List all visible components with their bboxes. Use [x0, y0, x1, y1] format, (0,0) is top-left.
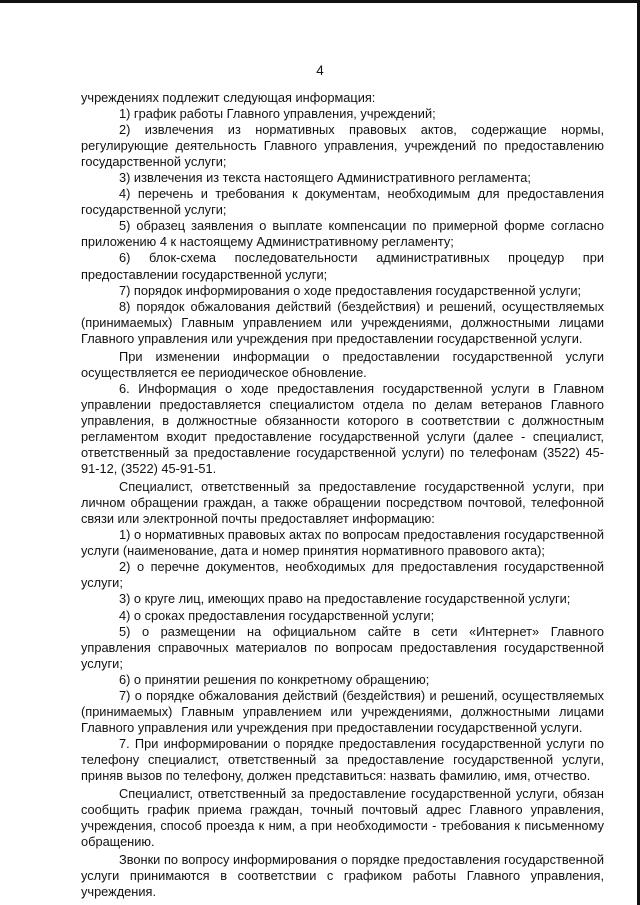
list-item: 6) блок-схема последовательности административных процедур при предоставлении государственной услуги; [81, 250, 604, 282]
list-item: 2) извлечения из нормативных правовых актов, содержащие нормы, регулирующие деятельность Главного управления, учреждений по предоставлению государственной услуги; [81, 122, 604, 170]
list-item: 5) образец заявления о выплате компенсации по примерной форме согласно приложению 4 к настоящему Административному регламенту; [81, 218, 604, 250]
list-item: 6) о принятии решения по конкретному обращению; [119, 671, 430, 687]
paragraph: Специалист, ответственный за предоставление государственной услуги, обязан сообщить график приема граждан, точный почтовый адрес Главного управления, учреждения, способ проезда к ним, а при необходимости - требования к письменному обращению. [81, 786, 604, 850]
paragraph: учреждениях подлежит следующая информация: [81, 90, 376, 105]
list-item: 3) о круге лиц, имеющих право на предоставление государственной услуги; [119, 591, 571, 607]
paragraph: При изменении информации о предоставлении государственной услуги осуществляется ее периодическое обновление. [81, 348, 604, 380]
page-number: 4 [316, 63, 324, 78]
paragraph: 7. При информировании о порядке предоставления государственной услуги по телефону специалист, ответственный за предоставление государственной услуги, приняв вызов по телефону, должен представиться: назвать фамилию, имя, отчество. [81, 735, 604, 783]
list-item: 1) график работы Главного управления, учреждений; [119, 106, 436, 122]
paragraph: Специалист, ответственный за предоставление государственной услуги, при личном обращении граждан, а также обращении посредством почтовой, телефонной связи или электронной почты предоставляет информацию: [81, 479, 604, 527]
list-item: 7) о порядке обжалования действий (бездействия) и решений, осуществляемых (принимаемых) Главным управлением или учреждениями, должностными лицами Главного управления или учреждения при предоставлении государственной услуги. [81, 687, 604, 735]
scan-border-top [0, 0, 640, 3]
list-item: 1) о нормативных правовых актах по вопросам предоставления государственной услуги (наименование, дата и номер принятия нормативного правового акта); [81, 527, 604, 559]
list-item: 3) извлечения из текста настоящего Административного регламента; [119, 170, 531, 186]
list-item: 5) о размещении на официальном сайте в сети «Интернет» Главного управления справочных материалов по вопросам предоставления государственной услуги; [81, 623, 604, 671]
list-item: 4) перечень и требования к документам, необходимым для предоставления государственной услуги; [81, 186, 604, 218]
list-item: 2) о перечне документов, необходимых для предоставления государственной услуги; [81, 559, 604, 591]
document-body [81, 90, 604, 900]
list-item: 8) порядок обжалования действий (бездействия) и решений, осуществляемых (принимаемых) Главным управлением или учреждениями, должностными лицами Главного управления или учреждения при предоставлении государственной услуги. [81, 298, 604, 346]
list-item: 7) порядок информирования о ходе предоставления государственной услуги; [119, 282, 582, 298]
list-item: 4) о сроках предоставления государственной услуги; [119, 607, 435, 623]
paragraph: Звонки по вопросу информирования о порядке предоставления государственной услуги принимаются в соответствии с графиком работы Главного управления, учреждения. [81, 852, 604, 900]
paragraph: 6. Информация о ходе предоставления государственной услуги в Главном управлении предоставляется специалистом отдела по делам ветеранов Главного управления, в должностные обязанности которого в соответствии с должностным регламентом входит предоставление государственной услуги (далее - специалист, ответственный за предоставление государственной услуги) по телефонам (3522) 45-91-12, (3522) 45-91-51. [81, 380, 604, 477]
